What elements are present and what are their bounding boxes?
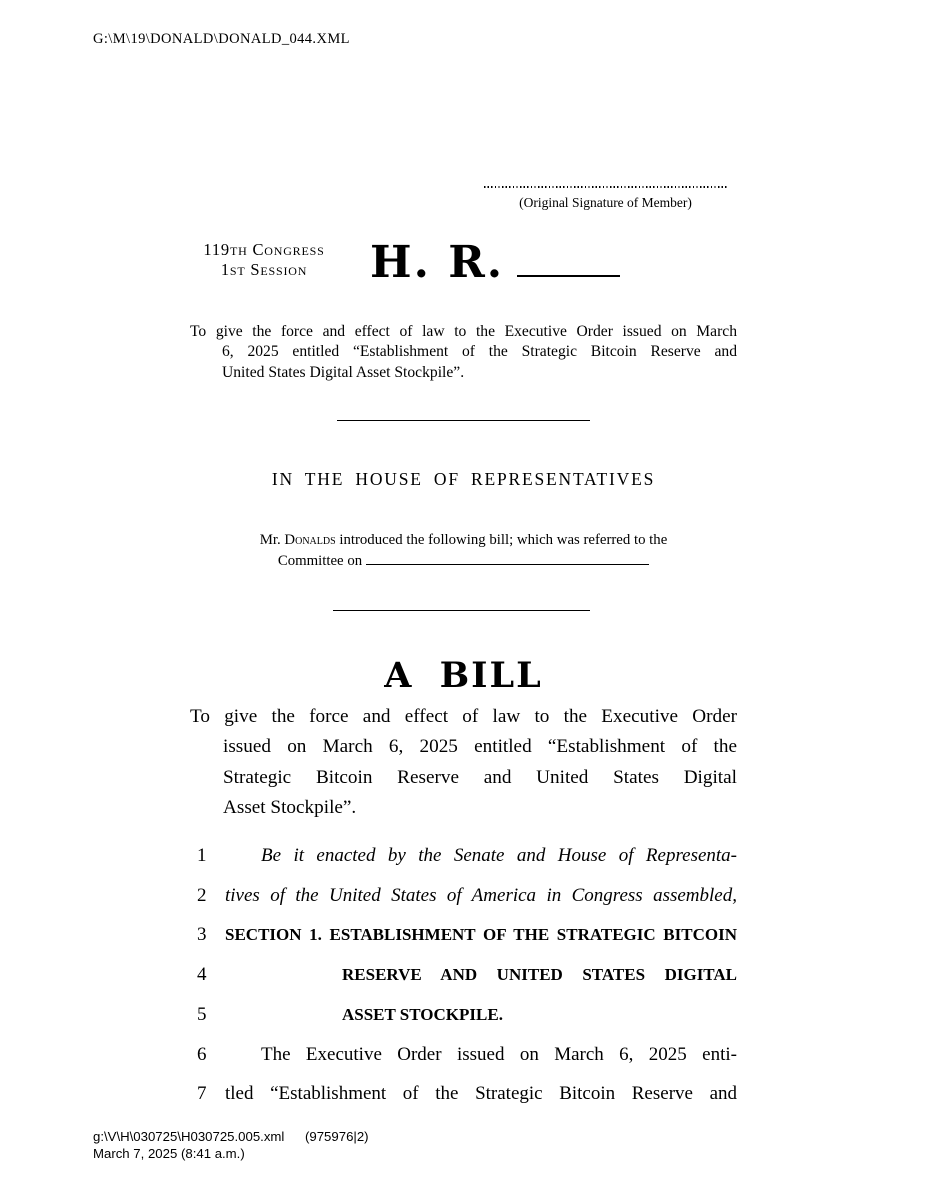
line-number: 7 (197, 1083, 207, 1105)
sponsor-prefix: Mr. (259, 532, 281, 548)
bill-number-label: H. R. (370, 237, 505, 288)
bill-text-row (190, 915, 737, 955)
long-title-line: Asset Stockpile”. (223, 797, 357, 819)
long-title-line: To give the force and effect of law to the Executive Order issued on March (190, 323, 737, 340)
bill-text-row (190, 1074, 737, 1114)
line-text: Be it enacted by the Senate and House of Representa- (261, 845, 737, 866)
line-text: ASSET STOCKPILE. (342, 1004, 503, 1024)
footer-line1 (93, 1129, 369, 1146)
house-heading: IN THE HOUSE OF REPRESENTATIVES (271, 469, 656, 489)
line-text: The Executive Order issued on March 6, 2025 enti- (261, 1043, 737, 1065)
long-title-line: To give the force and effect of law to the Executive Order (190, 706, 737, 727)
line-number: 1 (197, 845, 207, 866)
footer-code: (975976|2) (305, 1129, 369, 1144)
introduction-text: introduced the following bill; which was referred to the (339, 532, 668, 548)
page-footer (93, 1129, 369, 1162)
bill-body (190, 836, 737, 1114)
introduction-line1 (190, 530, 737, 551)
footer-file-path: g:\V\H\030725\H030725.005.xml (93, 1129, 285, 1144)
bill-text-row (190, 995, 737, 1035)
signature-caption: (Original Signature of Member) (519, 195, 692, 210)
bill-text-row (190, 836, 737, 876)
introduction-line2 (190, 551, 737, 572)
line-number: 4 (197, 964, 207, 986)
bill-number-blank (517, 273, 620, 277)
footer-date: March 7, 2025 (8:41 a.m.) (93, 1145, 245, 1161)
separator-rule (333, 610, 590, 611)
line-text: RESERVE AND UNITED STATES DIGITAL (342, 965, 737, 985)
long-title-line: 6, 2025 entitled “Establishment of the Strategic Bitcoin Reserve and (222, 343, 737, 361)
bill-heading: A BILL (384, 655, 543, 696)
congress-number: 119th Congress (203, 240, 325, 259)
separator-rule (337, 420, 590, 421)
long-title-top (190, 322, 737, 383)
line-text: SECTION 1. ESTABLISHMENT OF THE STRATEGIC BITCOIN (225, 925, 737, 945)
signature-dotted-line (484, 186, 727, 188)
introduction-block (190, 530, 737, 572)
line-number: 6 (197, 1043, 207, 1065)
committee-blank-line (366, 562, 649, 565)
bill-text-row (190, 876, 737, 916)
line-number: 5 (197, 1003, 207, 1025)
line-number: 3 (197, 924, 207, 946)
session-number: 1st Session (220, 259, 308, 279)
committee-label: Committee on (277, 552, 363, 569)
long-title-line: issued on March 6, 2025 entitled “Establishment of the (223, 736, 737, 758)
long-title-line: United States Digital Asset Stockpile”. (222, 363, 465, 381)
document-xml-path: G:\M\19\DONALD\DONALD_044.XML (93, 31, 350, 47)
line-number: 2 (197, 884, 207, 906)
line-text: tives of the United States of America in Congress assembled, (225, 884, 737, 906)
congress-session-block (183, 240, 345, 279)
line-text: tled “Establishment of the Strategic Bitcoin Reserve and (225, 1083, 737, 1105)
long-title-main (190, 702, 737, 824)
signature-block (484, 186, 727, 211)
bill-text-row (190, 1035, 737, 1075)
long-title-line: Strategic Bitcoin Reserve and United States Digital (223, 766, 737, 788)
bill-text-row (190, 955, 737, 995)
bill-number-block (370, 237, 620, 288)
sponsor-name: Donalds (284, 532, 336, 548)
